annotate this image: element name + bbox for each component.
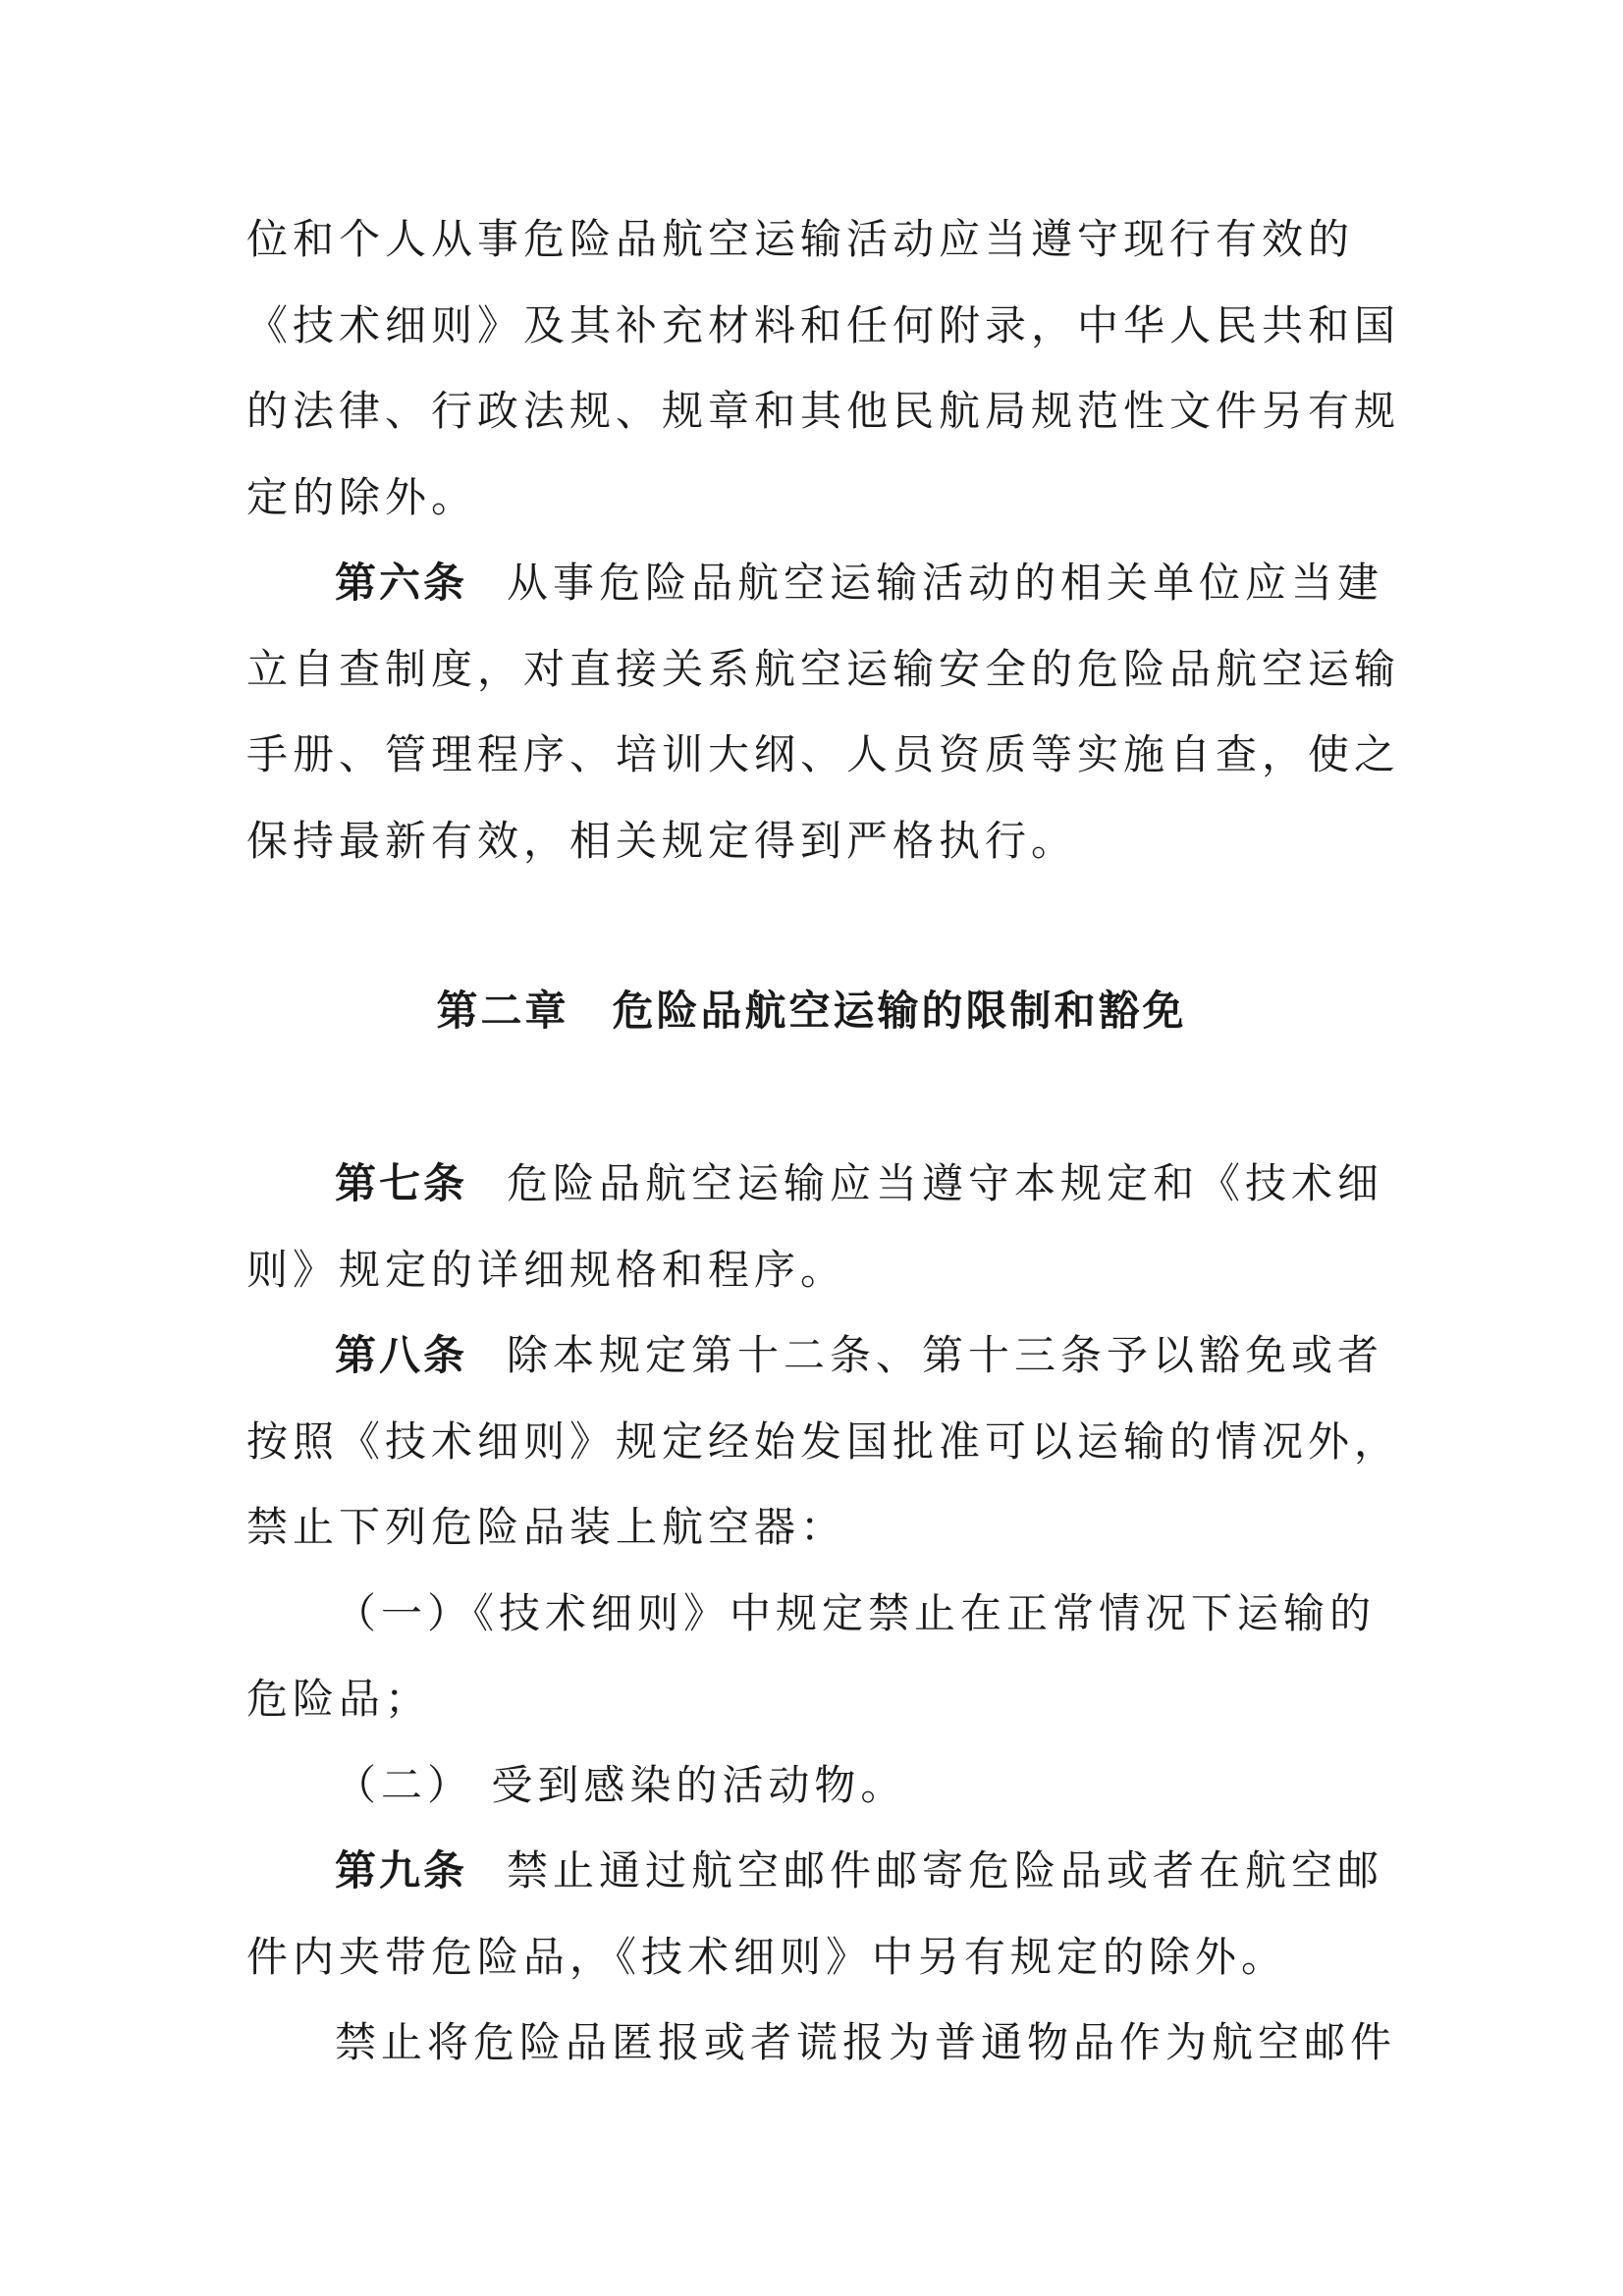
article-7-first-line: [335, 1154, 1384, 1213]
article-9-text: 禁止通过航空邮件邮寄危险品或者在航空邮: [507, 1846, 1384, 1895]
article-9-heading: 第九条: [335, 1846, 468, 1895]
chapter-title: 危险品航空运输的限制和豁免: [612, 987, 1187, 1035]
text-line: 禁止下列危险品装上航空器：: [246, 1503, 847, 1551]
text-line: 按照《技术细则》规定经始发国批准可以运输的情况外，: [246, 1417, 1401, 1466]
article-6-heading: 第六条: [335, 559, 468, 607]
text-line: 位和个人从事危险品航空运输活动应当遵守现行有效的: [246, 215, 1355, 263]
chapter-number: 第二章: [436, 987, 569, 1035]
chapter-heading: [0, 982, 1623, 1041]
list-item-1: （一）《技术细则》中规定禁止在正常情况下运输的: [335, 1589, 1377, 1637]
article-9-first-line: [335, 1842, 1384, 1900]
text-line: 保持最新有效，相关规定得到严格执行。: [246, 817, 1078, 865]
list-item-2: （二） 受到感染的活动物。: [335, 1761, 907, 1809]
article-6-text: 从事危险品航空运输活动的相关单位应当建: [507, 559, 1384, 607]
text-line: 手册、管理程序、培训大纲、人员资质等实施自查，使之: [246, 730, 1401, 778]
article-7-text: 危险品航空运输应当遵守本规定和《技术细: [507, 1159, 1384, 1207]
text-line: 件内夹带危险品，《技术细则》中另有规定的除外。: [246, 1933, 1288, 1981]
article-8-text: 除本规定第十二条、第十三条予以豁免或者: [507, 1331, 1384, 1379]
article-8-first-line: [335, 1326, 1384, 1385]
article-8-heading: 第八条: [335, 1331, 468, 1379]
article-7-heading: 第七条: [335, 1159, 468, 1207]
text-line: 禁止将危险品匿报或者谎报为普通物品作为航空邮件: [335, 2018, 1397, 2066]
text-line: 危险品；: [246, 1675, 432, 1723]
text-line: 的法律、行政法规、规章和其他民航局规范性文件另有规: [246, 387, 1401, 435]
text-line: 《技术细则》及其补充材料和任何附录，中华人民共和国: [246, 301, 1401, 349]
article-6-first-line: [335, 554, 1384, 613]
text-line: 则》规定的详细规格和程序。: [246, 1246, 847, 1294]
text-line: 定的除外。: [246, 473, 478, 521]
text-line: 立自查制度，对直接关系航空运输安全的危险品航空运输: [246, 645, 1401, 693]
